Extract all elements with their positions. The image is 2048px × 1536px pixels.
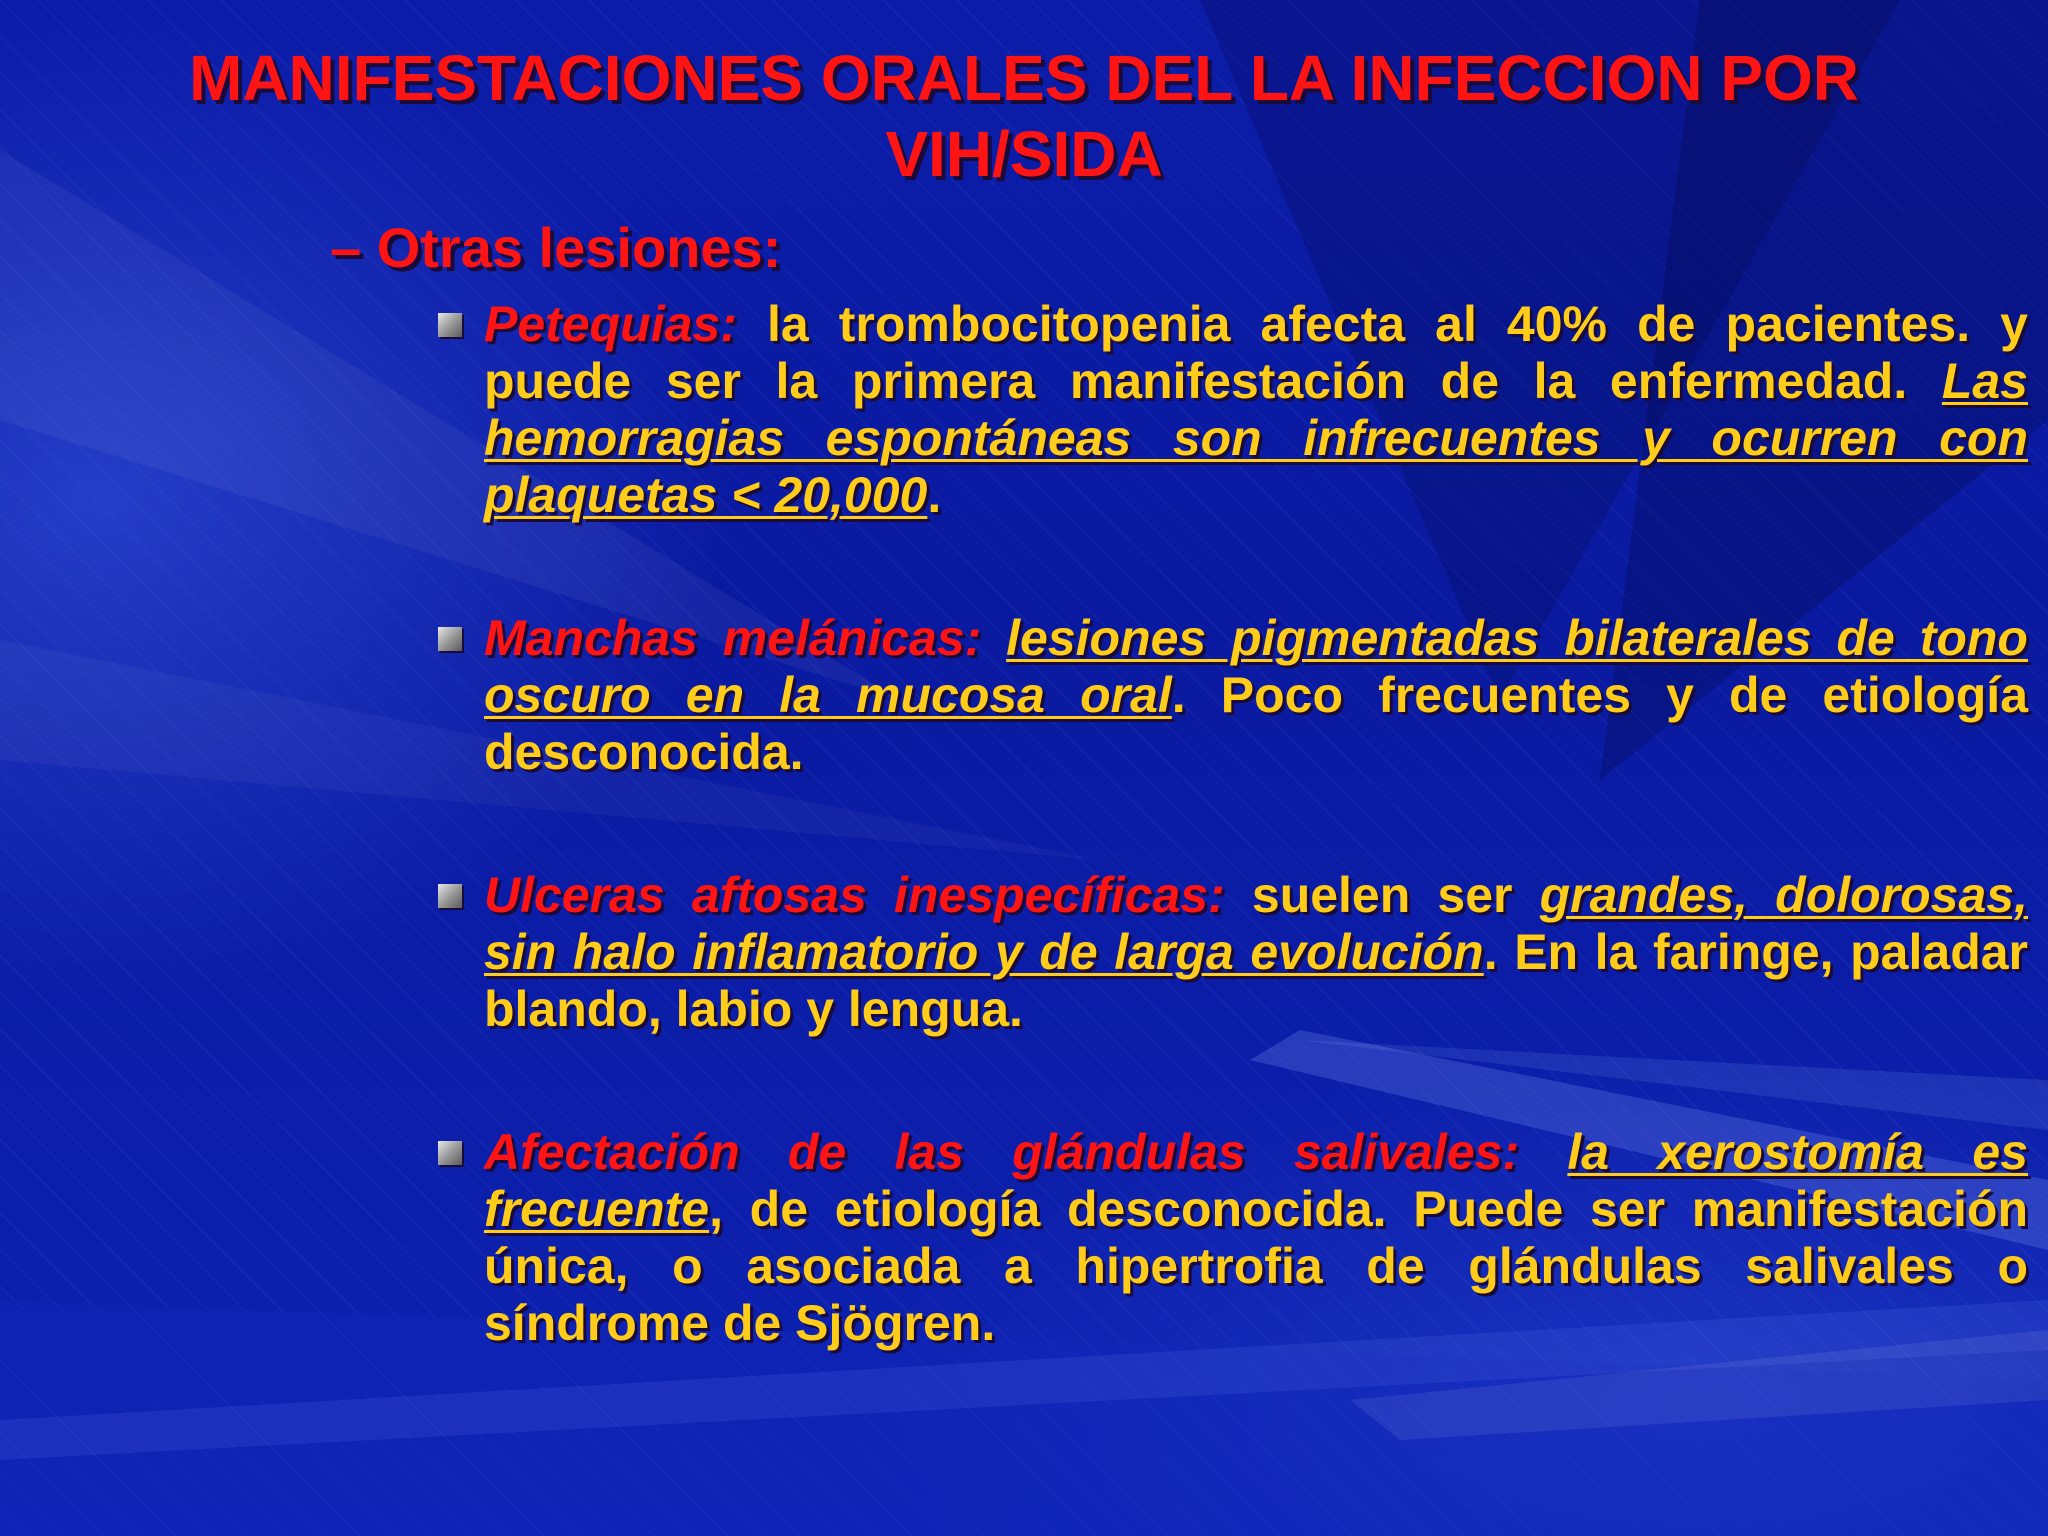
bullet-list [438,296,2028,1352]
bullet-text: suelen ser [1224,867,1540,923]
bullet-emphasis: grandes, dolorosas, sin halo inflamatorio y de larga evolución [484,867,2028,980]
bullet-text-end: , de etiología desconocida. Puede ser manifestación única, o asociada a hipertrofia de glándulas salivales o síndrome de Sjögren. [484,1181,2028,1351]
square-bullet-icon [438,627,462,651]
bullet-emphasis: Las hemorragias espontáneas son infrecuentes y ocurren con plaquetas < 20,000 [484,353,2028,523]
bullet-emphasis: lesiones pigmentadas bilaterales de tono oscuro en la mucosa oral [484,610,2028,723]
square-bullet-icon [438,884,462,908]
bullet-petequias [438,296,2028,524]
bullet-ulceras-aftosas [438,867,2028,1038]
slide-title: MANIFESTACIONES ORALES DEL LA INFECCION POR VIH/SIDA [189,42,1859,190]
bullet-text-end: . Poco frecuentes y de etiología desconocida. [484,667,2028,780]
bullet-glandulas-salivales [438,1124,2028,1352]
bullet-text: la trombocitopenia afecta al 40% de pacientes. y puede ser la primera manifestación de la enfermedad. [484,296,2028,409]
bullet-text-end: . [927,467,942,523]
bullet-term: Afectación de las glándulas salivales: [484,1124,1520,1180]
bullet-term: Ulceras aftosas inespecíficas: [484,867,1225,923]
bullet-emphasis: la xerostomía es frecuente [484,1124,2028,1237]
bullet-text [1519,1124,1567,1180]
bullet-term: Petequias: [484,296,737,352]
bullet-manchas-melanicas [438,610,2028,781]
square-bullet-icon [438,1141,462,1165]
square-bullet-icon [438,313,462,337]
bullet-term: Manchas melánicas: [484,610,982,666]
section-subheading: – Otras lesiones: [330,216,782,279]
bullet-text [981,610,1006,666]
bullet-text-end: . En la faringe, paladar blando, labio y lengua. [484,924,2028,1037]
